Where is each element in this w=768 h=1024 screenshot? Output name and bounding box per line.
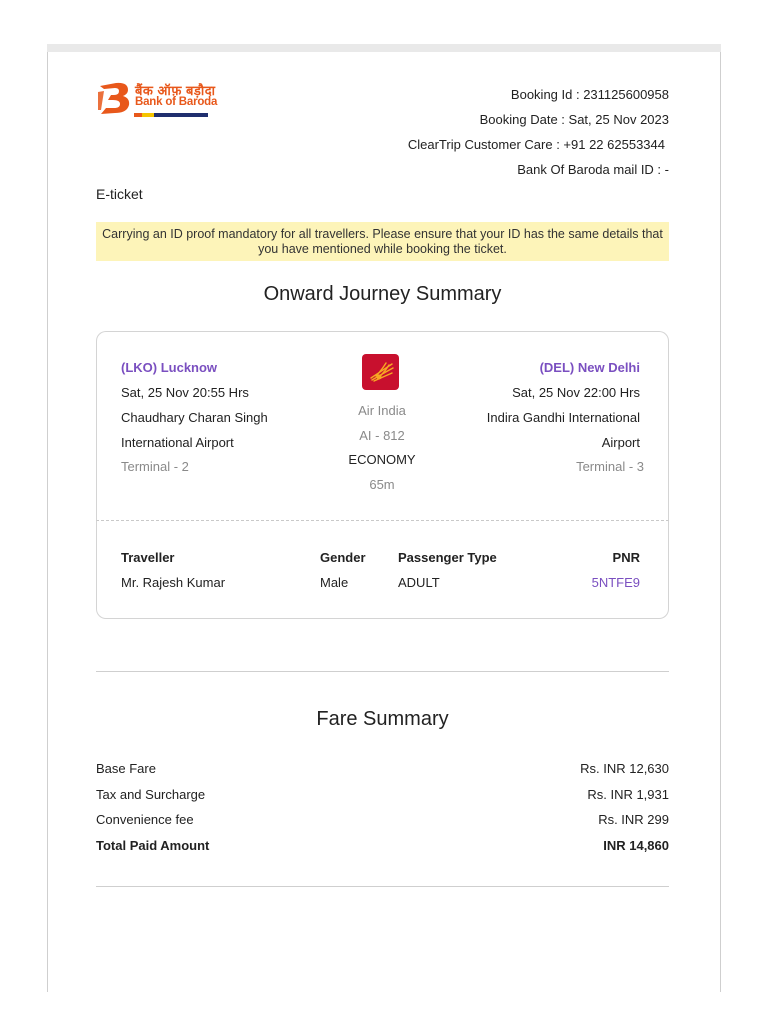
traveller-header: Traveller xyxy=(121,550,175,565)
fare-row xyxy=(96,761,669,779)
booking-date: Booking Date : Sat, 25 Nov 2023 xyxy=(479,112,669,127)
airline-name: Air India xyxy=(358,403,406,418)
traveller-card xyxy=(96,520,669,619)
fare-label: Tax and Surcharge xyxy=(96,787,206,802)
air-india-emblem-icon xyxy=(362,354,399,390)
origin-terminal: Terminal - 2 xyxy=(121,459,189,474)
destination-terminal: Terminal - 3 xyxy=(576,459,644,474)
logo-hindi-text: बैंक ऑफ़ बड़ौदा xyxy=(135,83,216,98)
traveller-name: Mr. Rajesh Kumar xyxy=(121,575,226,590)
fare-label: Base Fare xyxy=(96,761,156,776)
section-divider xyxy=(96,671,669,672)
gender-header: Gender xyxy=(320,550,366,565)
destination-airport-line1: Indira Gandhi International xyxy=(486,410,640,425)
onward-journey-title: Onward Journey Summary xyxy=(263,283,502,305)
air-india-logo xyxy=(362,354,399,390)
fare-value: Rs. INR 12,630 xyxy=(580,761,669,776)
traveller-gender: Male xyxy=(320,575,349,590)
fare-row xyxy=(96,787,669,805)
origin-code-city: (LKO) Lucknow xyxy=(121,360,218,375)
page-top-bar xyxy=(47,44,721,52)
eticket-label: E-ticket xyxy=(96,186,143,202)
flight-number: AI - 812 xyxy=(359,428,405,443)
customer-care: ClearTrip Customer Care : +91 22 62553344 xyxy=(407,137,665,152)
origin-datetime: Sat, 25 Nov 20:55 Hrs xyxy=(121,385,249,400)
destination-code-city: (DEL) New Delhi xyxy=(539,360,640,375)
flight-duration: 65m xyxy=(369,477,395,492)
fare-summary-title: Fare Summary xyxy=(316,708,449,730)
destination-datetime: Sat, 25 Nov 22:00 Hrs xyxy=(512,385,640,400)
fare-label: Convenience fee xyxy=(96,812,194,827)
cabin-class: ECONOMY xyxy=(348,452,416,467)
fare-bottom-divider xyxy=(96,886,669,887)
pnr-header: PNR xyxy=(612,550,640,565)
total-fare-row xyxy=(96,838,669,856)
traveller-type: ADULT xyxy=(398,575,440,590)
logo-name-text: Bank of Baroda xyxy=(135,96,218,108)
fare-value: Rs. INR 1,931 xyxy=(587,787,669,802)
fare-row xyxy=(96,812,669,830)
fare-value: Rs. INR 299 xyxy=(598,812,669,827)
total-fare-value: INR 14,860 xyxy=(603,838,669,853)
passenger-type-header: Passenger Type xyxy=(398,550,497,565)
pnr-value: 5NTFE9 xyxy=(591,575,640,590)
mail-id: Bank Of Baroda mail ID : - xyxy=(517,162,669,177)
id-proof-notice: Carrying an ID proof mandatory for all travellers. Please ensure that your ID has the same details that you have mentioned while booking the ticket. xyxy=(96,222,669,261)
origin-airport-line2: International Airport xyxy=(121,435,234,450)
destination-airport-line2: Airport xyxy=(601,435,640,450)
booking-id: Booking Id : 231125600958 xyxy=(510,87,669,102)
total-fare-label: Total Paid Amount xyxy=(96,838,210,853)
origin-airport-line1: Chaudhary Charan Singh xyxy=(121,410,268,425)
